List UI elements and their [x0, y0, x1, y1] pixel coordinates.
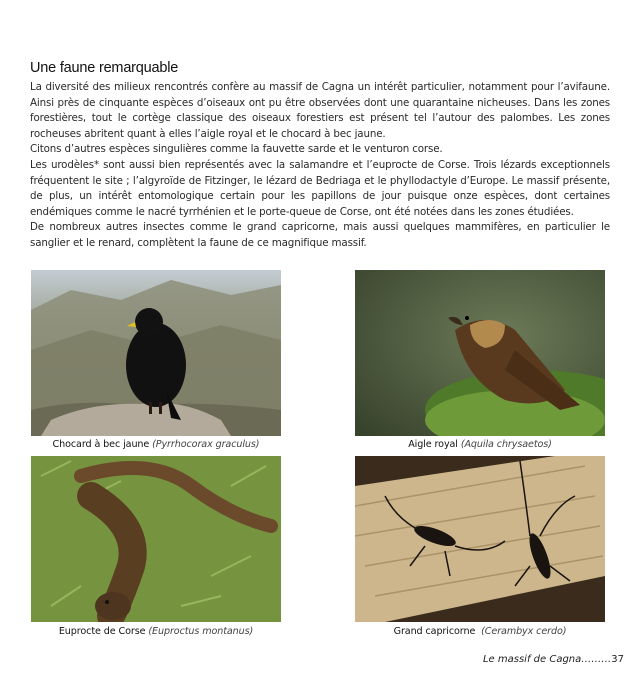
body-text — [30, 80, 610, 252]
caption-capricorne — [355, 626, 605, 637]
caption-scientific: (Cerambyx cerdo) — [481, 626, 567, 637]
paragraph: De nombreux autres insectes comme le grand capricorne, mais aussi quelques mammifères, en particulier le sanglier et le renard, complètent la faune de ce magnifique massif. — [30, 221, 610, 249]
paragraph: La diversité des milieux rencontrés confère au massif de Cagna un intérêt particulier, notamment pour l’avifaune. Ainsi près de cinquante espèces d’oiseaux ont pu être observées dont une quarantaine nicheuses. Dans les zones forestières, tout le cortège classique des oiseaux forestiers est présent tel l’autour des palombes. Les zones rocheuses abritent quant à elles l’aigle royal et le chocard à bec jaune. — [30, 81, 610, 140]
section-heading: Une faune remarquable — [30, 60, 179, 76]
caption-name: Chocard à bec jaune — [52, 439, 150, 450]
photo-euprocte — [31, 456, 281, 622]
footer-dots: ……… — [581, 654, 612, 665]
caption-name: Euprocte de Corse — [58, 626, 146, 637]
caption-name: Grand capricorne — [393, 626, 476, 637]
photo-aigle — [355, 270, 605, 436]
photo-chocard — [31, 270, 281, 436]
caption-aigle — [355, 439, 605, 450]
caption-euprocte — [31, 626, 281, 637]
caption-scientific: (Aquila chrysaetos) — [460, 439, 552, 450]
paragraph: Citons d’autres espèces singulières comme la fauvette sarde et le venturon corse. — [30, 143, 443, 156]
caption-chocard — [31, 439, 281, 450]
caption-scientific: (Euproctus montanus) — [148, 626, 254, 637]
caption-name: Aigle royal — [408, 439, 458, 450]
footer-title: Le massif de Cagna — [482, 654, 582, 665]
caption-scientific: (Pyrrhocorax graculus) — [152, 439, 260, 450]
photo-capricorne — [355, 456, 605, 622]
page-footer — [483, 654, 624, 665]
page-number: 37 — [611, 654, 624, 665]
paragraph: Les urodèles* sont aussi bien représentés avec la salamandre et l’euprocte de Corse. Trois lézards exceptionnels fréquentent le site ; l’algyroïde de Fitzinger, le lézard de Bedriaga et le phyllodactyle d’Europe. Le massif présente, de plus, un intérêt entomologique certain pour les papillons de jour puisque onze espèces, dont certaines endémiques comme le nacré tyrrhénien et le porte-queue de Corse, ont été notées dans les zones étudiées. — [30, 158, 610, 218]
